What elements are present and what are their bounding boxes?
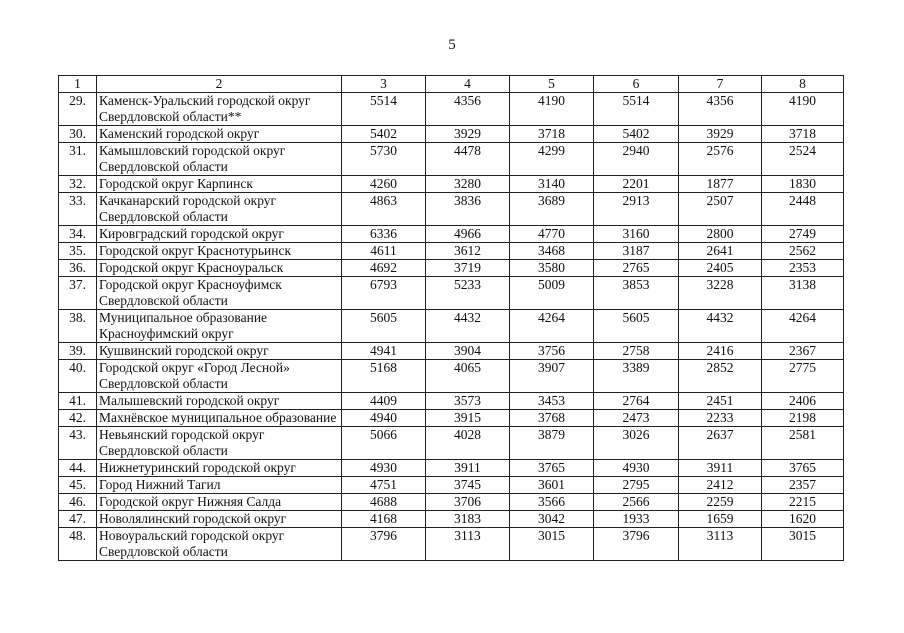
value-cell: 2198 (762, 410, 844, 427)
value-cell: 3160 (594, 226, 679, 243)
table-row (59, 427, 844, 460)
municipality-name: Нижнетуринский городской округ (97, 460, 342, 477)
row-number: 35. (59, 243, 97, 260)
value-cell: 2367 (762, 343, 844, 360)
value-cell: 6336 (342, 226, 426, 243)
value-cell: 3765 (510, 460, 594, 477)
value-cell: 5605 (594, 310, 679, 343)
value-cell: 3573 (426, 393, 510, 410)
municipality-name: Город Нижний Тагил (97, 477, 342, 494)
value-cell: 2353 (762, 260, 844, 277)
value-cell: 2581 (762, 427, 844, 460)
value-cell: 5402 (594, 126, 679, 143)
value-cell: 2448 (762, 193, 844, 226)
value-cell: 2412 (679, 477, 762, 494)
table-row (59, 226, 844, 243)
value-cell: 3796 (342, 528, 426, 561)
table-row (59, 260, 844, 277)
value-cell: 3904 (426, 343, 510, 360)
value-cell: 4940 (342, 410, 426, 427)
value-cell: 4751 (342, 477, 426, 494)
value-cell: 5514 (594, 93, 679, 126)
value-cell: 4770 (510, 226, 594, 243)
value-cell: 2749 (762, 226, 844, 243)
table-row (59, 360, 844, 393)
municipality-name: Городской округ Нижняя Салда (97, 494, 342, 511)
data-table (58, 75, 844, 561)
value-cell: 2201 (594, 176, 679, 193)
value-cell: 4863 (342, 193, 426, 226)
value-cell: 2758 (594, 343, 679, 360)
value-cell: 2259 (679, 494, 762, 511)
row-number: 31. (59, 143, 97, 176)
value-cell: 6793 (342, 277, 426, 310)
municipality-name: Камышловский городской округ Свердловской области (97, 143, 342, 176)
value-cell: 2775 (762, 360, 844, 393)
municipality-name: Невьянский городской округ Свердловской области (97, 427, 342, 460)
municipality-name: Кушвинский городской округ (97, 343, 342, 360)
value-cell: 4692 (342, 260, 426, 277)
row-number: 48. (59, 528, 97, 561)
value-cell: 5168 (342, 360, 426, 393)
value-cell: 3228 (679, 277, 762, 310)
value-cell: 3601 (510, 477, 594, 494)
value-cell: 2940 (594, 143, 679, 176)
table-row (59, 477, 844, 494)
municipality-name: Каменский городской округ (97, 126, 342, 143)
value-cell: 2215 (762, 494, 844, 511)
row-number: 47. (59, 511, 97, 528)
value-cell: 1877 (679, 176, 762, 193)
value-cell: 3015 (762, 528, 844, 561)
value-cell: 3929 (679, 126, 762, 143)
value-cell: 3706 (426, 494, 510, 511)
value-cell: 3026 (594, 427, 679, 460)
value-cell: 4432 (426, 310, 510, 343)
row-number: 45. (59, 477, 97, 494)
column-header: 7 (679, 76, 762, 93)
column-header: 5 (510, 76, 594, 93)
value-cell: 3745 (426, 477, 510, 494)
value-cell: 2795 (594, 477, 679, 494)
column-header: 1 (59, 76, 97, 93)
value-cell: 4190 (510, 93, 594, 126)
value-cell: 4966 (426, 226, 510, 243)
value-cell: 4356 (426, 93, 510, 126)
table-row (59, 410, 844, 427)
value-cell: 3566 (510, 494, 594, 511)
column-header: 4 (426, 76, 510, 93)
value-cell: 3113 (679, 528, 762, 561)
value-cell: 3911 (679, 460, 762, 477)
municipality-name: Кировградский городской округ (97, 226, 342, 243)
column-header: 8 (762, 76, 844, 93)
value-cell: 3929 (426, 126, 510, 143)
page-number: 5 (448, 37, 456, 53)
value-cell: 4930 (342, 460, 426, 477)
municipality-name: Городской округ Краснотурьинск (97, 243, 342, 260)
column-header: 3 (342, 76, 426, 93)
value-cell: 5066 (342, 427, 426, 460)
value-cell: 4190 (762, 93, 844, 126)
value-cell: 1933 (594, 511, 679, 528)
municipality-name: Муниципальное образование Красноуфимский округ (97, 310, 342, 343)
municipality-name: Каменск-Уральский городской округ Свердловской области** (97, 93, 342, 126)
municipality-name: Махнёвское муниципальное образование (97, 410, 342, 427)
table-row (59, 93, 844, 126)
table-body (59, 93, 844, 561)
value-cell: 4409 (342, 393, 426, 410)
value-cell: 3187 (594, 243, 679, 260)
row-number: 34. (59, 226, 97, 243)
table-row (59, 343, 844, 360)
value-cell: 4168 (342, 511, 426, 528)
row-number: 40. (59, 360, 97, 393)
value-cell: 4065 (426, 360, 510, 393)
value-cell: 4260 (342, 176, 426, 193)
value-cell: 3140 (510, 176, 594, 193)
value-cell: 3915 (426, 410, 510, 427)
table-header-row (59, 76, 844, 93)
row-number: 39. (59, 343, 97, 360)
value-cell: 2852 (679, 360, 762, 393)
value-cell: 3718 (762, 126, 844, 143)
table-row (59, 126, 844, 143)
column-header: 2 (97, 76, 342, 93)
value-cell: 4264 (510, 310, 594, 343)
value-cell: 5514 (342, 93, 426, 126)
value-cell: 4264 (762, 310, 844, 343)
value-cell: 3183 (426, 511, 510, 528)
value-cell: 3468 (510, 243, 594, 260)
value-cell: 4299 (510, 143, 594, 176)
municipality-name: Качканарский городской округ Свердловской области (97, 193, 342, 226)
row-number: 41. (59, 393, 97, 410)
value-cell: 2451 (679, 393, 762, 410)
value-cell: 1830 (762, 176, 844, 193)
municipality-name: Новолялинский городской округ (97, 511, 342, 528)
value-cell: 3580 (510, 260, 594, 277)
municipality-name: Новоуральский городской округ Свердловской области (97, 528, 342, 561)
value-cell: 4028 (426, 427, 510, 460)
value-cell: 3853 (594, 277, 679, 310)
value-cell: 4688 (342, 494, 426, 511)
table-row (59, 143, 844, 176)
value-cell: 2416 (679, 343, 762, 360)
value-cell: 5009 (510, 277, 594, 310)
row-number: 46. (59, 494, 97, 511)
row-number: 37. (59, 277, 97, 310)
value-cell: 2913 (594, 193, 679, 226)
municipality-name: Малышевский городской округ (97, 393, 342, 410)
value-cell: 3796 (594, 528, 679, 561)
municipality-name: Городской округ Красноуфимск Свердловской области (97, 277, 342, 310)
value-cell: 3911 (426, 460, 510, 477)
value-cell: 3612 (426, 243, 510, 260)
value-cell: 3719 (426, 260, 510, 277)
value-cell: 3453 (510, 393, 594, 410)
value-cell: 2405 (679, 260, 762, 277)
value-cell: 2576 (679, 143, 762, 176)
value-cell: 4611 (342, 243, 426, 260)
value-cell: 1620 (762, 511, 844, 528)
value-cell: 3765 (762, 460, 844, 477)
value-cell: 2800 (679, 226, 762, 243)
value-cell: 4356 (679, 93, 762, 126)
value-cell: 3689 (510, 193, 594, 226)
value-cell: 2357 (762, 477, 844, 494)
value-cell: 5402 (342, 126, 426, 143)
value-cell: 3879 (510, 427, 594, 460)
value-cell: 5605 (342, 310, 426, 343)
value-cell: 3718 (510, 126, 594, 143)
table-row (59, 528, 844, 561)
value-cell: 3138 (762, 277, 844, 310)
table-row (59, 393, 844, 410)
value-cell: 2566 (594, 494, 679, 511)
table-row (59, 511, 844, 528)
value-cell: 2406 (762, 393, 844, 410)
value-cell: 2637 (679, 427, 762, 460)
value-cell: 2765 (594, 260, 679, 277)
row-number: 32. (59, 176, 97, 193)
value-cell: 4941 (342, 343, 426, 360)
value-cell: 2473 (594, 410, 679, 427)
row-number: 30. (59, 126, 97, 143)
value-cell: 4930 (594, 460, 679, 477)
table-row (59, 176, 844, 193)
value-cell: 4478 (426, 143, 510, 176)
municipality-name: Городской округ Карпинск (97, 176, 342, 193)
value-cell: 2641 (679, 243, 762, 260)
row-number: 43. (59, 427, 97, 460)
value-cell: 2233 (679, 410, 762, 427)
table-row (59, 243, 844, 260)
row-number: 33. (59, 193, 97, 226)
value-cell: 5730 (342, 143, 426, 176)
table-row (59, 310, 844, 343)
value-cell: 1659 (679, 511, 762, 528)
value-cell: 3113 (426, 528, 510, 561)
table-row (59, 494, 844, 511)
row-number: 36. (59, 260, 97, 277)
value-cell: 3768 (510, 410, 594, 427)
value-cell: 5233 (426, 277, 510, 310)
row-number: 44. (59, 460, 97, 477)
row-number: 38. (59, 310, 97, 343)
value-cell: 4432 (679, 310, 762, 343)
value-cell: 3836 (426, 193, 510, 226)
table-row (59, 460, 844, 477)
row-number: 42. (59, 410, 97, 427)
value-cell: 2507 (679, 193, 762, 226)
value-cell: 3015 (510, 528, 594, 561)
value-cell: 2562 (762, 243, 844, 260)
table-row (59, 193, 844, 226)
column-header: 6 (594, 76, 679, 93)
value-cell: 3042 (510, 511, 594, 528)
value-cell: 3907 (510, 360, 594, 393)
value-cell: 2764 (594, 393, 679, 410)
table-row (59, 277, 844, 310)
row-number: 29. (59, 93, 97, 126)
municipality-name: Городской округ «Город Лесной» Свердловской области (97, 360, 342, 393)
value-cell: 3280 (426, 176, 510, 193)
municipality-name: Городской округ Красноуральск (97, 260, 342, 277)
value-cell: 2524 (762, 143, 844, 176)
value-cell: 3389 (594, 360, 679, 393)
value-cell: 3756 (510, 343, 594, 360)
